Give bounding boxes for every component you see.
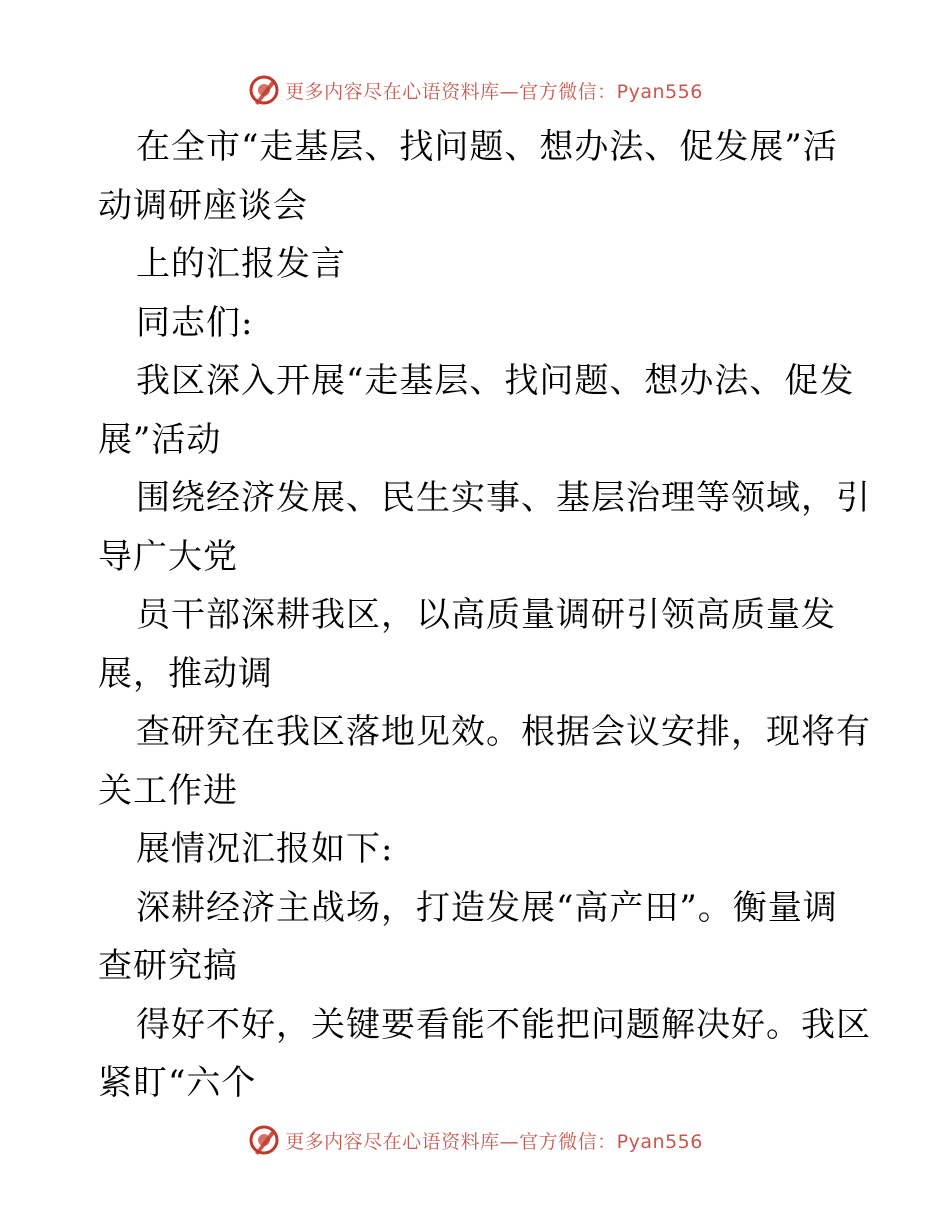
text-line: 紧盯“六个 [98, 1063, 257, 1103]
text-line: 同志们: [136, 302, 254, 343]
text-line: 围绕经济发展、民生实事、基层治理等领域，引 [136, 478, 871, 518]
text-line: 展”活动 [98, 419, 222, 460]
header-watermark-banner [0, 70, 950, 110]
text-line: 关工作进 [98, 770, 238, 811]
text-line: 查研究搞 [98, 946, 238, 986]
footer-watermark-banner [0, 1120, 950, 1160]
text-line: 我区深入开展“走基层、找问题、想办法、促发 [136, 361, 855, 401]
text-line: 得好不好，关键要看能不能把问题解决好。我区 [136, 1004, 871, 1045]
text-line: 导广大党 [98, 536, 238, 577]
watermark-text: 更多内容尽在心语资料库—官方微信：Pyan556 [285, 80, 703, 103]
text-line: 深耕经济主战场，打造发展“高产田”。衡量调 [136, 887, 838, 928]
text-line: 查研究在我区落地见效。根据会议安排，现将有 [136, 712, 871, 752]
text-line: 员干部深耕我区，以高质量调研引领高质量发 [136, 595, 836, 635]
pen-logo-icon [247, 73, 281, 107]
text-line: 上的汇报发言 [136, 244, 346, 284]
text-line: 在全市“走基层、找问题、想办法、促发展”活 [136, 127, 838, 167]
watermark-text: 更多内容尽在心语资料库—官方微信：Pyan556 [285, 1130, 703, 1153]
document-body [98, 118, 871, 1113]
text-line: 展，推动调 [98, 653, 273, 694]
pen-logo-icon [247, 1123, 281, 1157]
text-line: 展情况汇报如下: [136, 829, 394, 869]
text-line: 动调研座谈会 [98, 185, 308, 226]
